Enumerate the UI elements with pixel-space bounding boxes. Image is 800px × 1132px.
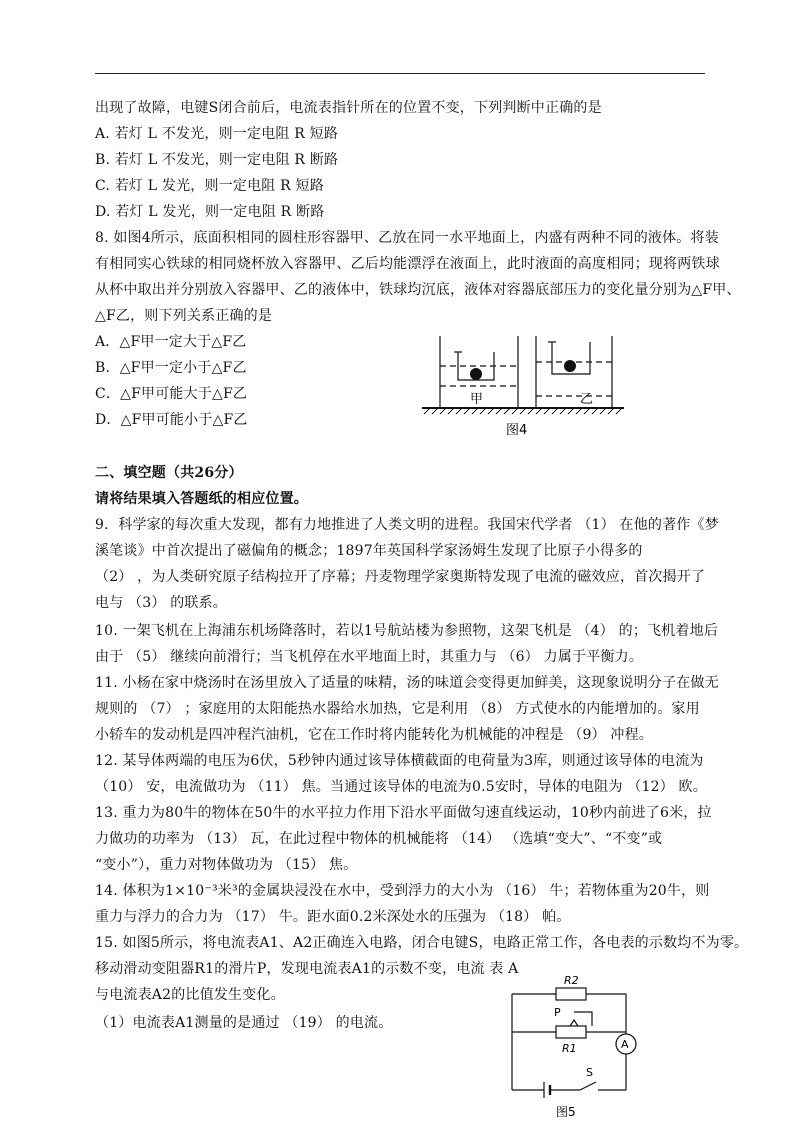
q8-line: 有相同实心铁球的相同烧杯放入容器甲、乙后均能漂浮在液面上，此时液面的高度相同；现将两铁球 (95, 256, 720, 272)
q14-line: 14. 体积为1×10⁻³米³的金属块浸没在水中，受到浮力的大小为 （16） 牛；若物体重为20牛，则 (95, 883, 710, 899)
q10-line: 由于 （5） 继续向前滑行；当飞机停在水平地面上时，其重力与 （6） 力属于平衡力。 (95, 649, 644, 665)
q7-option-a: A. 若灯 L 不发光，则一定电阻 R 短路 (95, 126, 339, 142)
q15-subquestion-1: （1）电流表A1测量的是通过 （19） 的电流。 (95, 1015, 393, 1031)
q8-line: 从杯中取出并分别放入容器甲、乙的液体中，铁球均沉底，液体对容器底部压力的变化量分别为△F甲、 (95, 282, 741, 298)
q11-line: 11. 小杨在家中烧汤时在汤里放入了适量的味精，汤的味道会变得更加鲜美，这现象说明分子在做无 (95, 675, 719, 691)
q15-line: 移动滑动变阻器R1的滑片P，发现电流表A1的示数不变，电流 表 A (95, 961, 519, 977)
q15-line: 与电流表A2的比值发生变化。 (95, 987, 285, 1003)
q11-line: 小轿车的发动机是四冲程汽油机，它在工作时将内能转化为机械能的冲程是 （9） 冲程。 (95, 727, 654, 743)
q12-line: 12. 某导体两端的电压为6伏，5秒钟内通过该导体横截面的电荷量为3库，则通过该导体的电流为 (95, 753, 704, 769)
q13-line: 力做功的功率为 （13） 瓦，在此过程中物体的机械能将 （14） （选填“变大”、“不变”或 (95, 831, 663, 847)
figure-4-caption: 图4 (506, 423, 528, 438)
q7-stem: 出现了故障，电键S闭合前后，电流表指针所在的位置不变，下列判断中正确的是 (95, 100, 602, 116)
q13-line: “变小”），重力对物体做功为 （15） 焦。 (95, 857, 358, 873)
figure-5 (500, 972, 670, 1122)
iron-ball-yi (564, 360, 576, 372)
label-S: S (586, 1066, 593, 1079)
label-R2: R2 (564, 974, 579, 987)
figure-5-caption: 图5 (556, 1105, 576, 1119)
q8-line: 8. 如图4所示，底面积相同的圆柱形容器甲、乙放在同一水平地面上，内盛有两种不同的液体。将装 (95, 230, 719, 246)
container-jia-label: 甲 (470, 392, 484, 407)
q9-line: 9．科学家的每次重大发现，都有力地推进了人类文明的进程。我国宋代学者 （1） 在他的著作《梦 (95, 517, 719, 533)
q14-line: 重力与浮力的合力为 （17） 牛。距水面0.2米深处水的压强为 （18） 帕。 (95, 909, 571, 925)
q7-option-d: D. 若灯 L 发光，则一定电阻 R 断路 (95, 204, 325, 220)
section-2-instruction: 请将结果填入答题纸的相应位置。 (95, 491, 308, 507)
q9-line: （2） ，为人类研究原子结构拉开了序幕；丹麦物理学家奥斯特发现了电流的磁效应，首次揭开了 (95, 569, 706, 585)
figure-4 (418, 330, 628, 442)
q9-line: 电与 （3） 的联系。 (95, 595, 228, 611)
q8-option-b: B．△F甲一定小于△F乙 (95, 360, 247, 376)
q15-line: 15. 如图5所示，将电流表A1、A2正确连入电路，闭合电键S，电路正常工作，各电表的示数均不为零。 (95, 935, 749, 951)
q8-option-c: C．△F甲可能大于△F乙 (95, 386, 248, 402)
q9-line: 溪笔谈》中首次提出了磁偏角的概念；1897年英国科学家汤姆生发现了比原子小得多的 (95, 543, 643, 559)
q8-option-d: D．△F甲可能小于△F乙 (95, 412, 248, 428)
q7-option-c: C. 若灯 L 发光，则一定电阻 R 短路 (95, 178, 324, 194)
q7-option-b: B. 若灯 L 不发光，则一定电阻 R 断路 (95, 152, 339, 168)
section-2-title: 二、填空题（共26分） (95, 465, 243, 481)
label-R1: R1 (562, 1042, 577, 1055)
label-P: P (554, 1006, 561, 1019)
iron-ball-jia (470, 368, 482, 380)
q11-line: 规则的 （7） ；家庭用的太阳能热水器给水加热，它是利用 （8） 方式使水的内能增加的。家用 (95, 701, 700, 717)
q12-line: （10） 安，电流做功为 （11） 焦。当通过该导体的电流为0.5安时，导体的电阻为 （12） 欧。 (95, 779, 707, 795)
q10-line: 10. 一架飞机在上海浦东机场降落时，若以1号航站楼为参照物，这架飞机是 （4） 的；飞机着地后 (95, 623, 719, 639)
ammeter-label: A (621, 1038, 629, 1051)
q8-option-a: A．△F甲一定大于△F乙 (95, 334, 247, 350)
header-rule (95, 73, 705, 74)
container-yi-label: 乙 (580, 392, 594, 407)
q13-line: 13. 重力为80牛的物体在50牛的水平拉力作用下沿水平面做匀速直线运动，10秒内前进了6米，拉 (95, 805, 712, 821)
q8-line: △F乙，则下列关系正确的是 (95, 308, 273, 324)
